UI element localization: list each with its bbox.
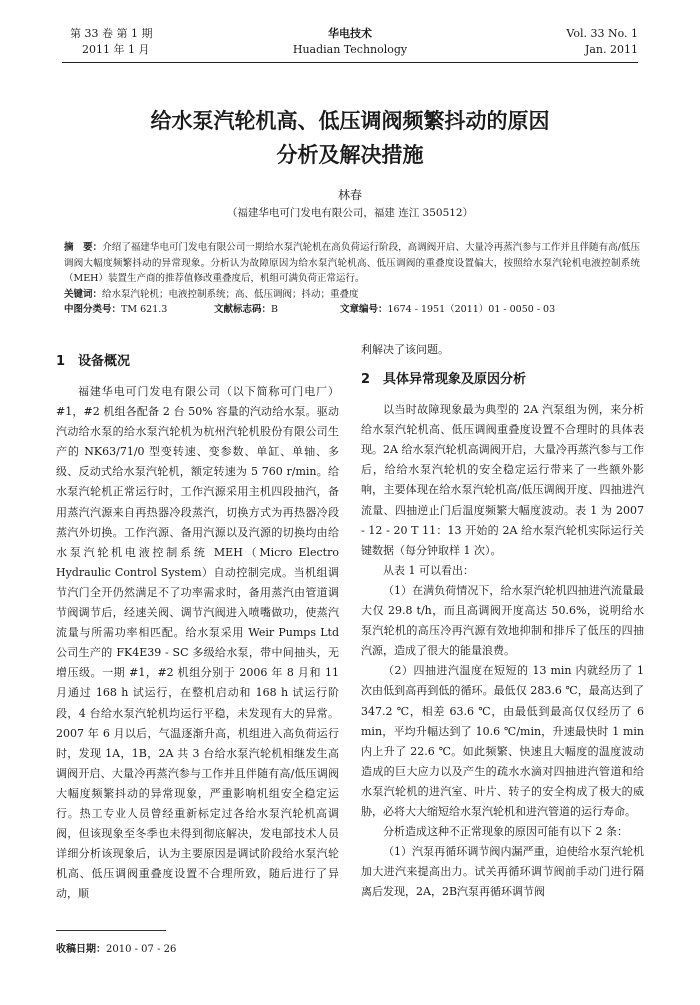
abstract [64,240,640,287]
received-date: 收稿日期：2010 - 07 - 26 [56,944,177,955]
issue-date-en: Jan. 2011 [584,43,638,56]
clc-number: 中图分类号：TM 621.3 [64,304,168,315]
section-2-paragraph-2: 从表 1 可以看出： [383,563,474,577]
issue-volume-cn: 第 33 卷 第 1 期 [70,27,153,40]
section-1-paragraph: 福建华电可门发电有限公司（以下简称可门电厂）#1，#2 机组各配备 2 台 50% 容量的汽动给水泵。驱动汽动给水泵的给水泵汽轮机为杭州汽轮机股份有限公司生产的 NK63/71/0 型变转速、变参数、单缸、单轴、多级、反动式给水泵汽轮机，额定转速为 5 760 r/min。给水泵汽轮机正常运行时，工作汽源采用主机四段抽汽，备用蒸汽汽源来自再热器冷段蒸汽，切换方式为再热器冷段蒸汽外切换。工作汽源、备用汽源以及汽源的切换均由给水泵汽轮机电液控制系统 MEH（Micro Electro Hydraulic Control System）自动控制完成。当机组调节汽门全开仍然满足不了功率需求时，备用蒸汽由管道调节阀调节后，经速关阀、调节汽阀进入喷嘴做功，使蒸汽流量与所需功率相匹配。给水泵采用 Weir Pumps Ltd 公司生产的 FK4E39 - SC 多级给水泵，带中间抽头，无增压级。一期 #1，#2 机组分别于 2006 年 8 月和 11 月通过 168 h 试运行，在整机启动和 168 h 试运行阶段，4 台给水泵汽轮机均运行平稳，未发现有大的异常。2007 年 6 月以后，气温逐渐升高，机组进入高负荷运行时，发现 1A，1B，2A 共 3 台给水泵汽轮机相继发生高调阀开启、大量冷再蒸汽参与工作并且伴随有高/低压调阀大幅度频繁抖动的异常现象，严重影响机组安全稳定运行。热工专业人员曾经重新标定过各给水泵汽轮机高调阀，但该现象至冬季也未得到彻底解决，发电部技术人员详细分析该现象后，认为主要原因是调试阶段给水泵汽轮机高、低压调阀重叠度设置不合理所致，随后进行了异动，顺 [56,385,339,901]
title-line-2: 分析及解决措施 [276,143,424,167]
author-affiliation: （福建华电可门发电有限公司，福建 连江 350512） [226,207,474,219]
section-2-paragraph-1: 以当时故障现象最为典型的 2A 汽泵组为例，来分析给水泵汽轮机高、低压调阀重叠度设置不合理时的具体表现。2A 给水泵汽轮机高调阀开启，大量冷再蒸汽参与工作后，给给水泵汽轮机的安全稳定运行带来了一些额外影响，主要体现在给水泵汽轮机高/低压调阀开度、四抽进汽流量、四抽逆止门后温度频繁大幅度波动。表 1 为 2007 - 12 - 20 T 11：13 开始的 2A 给水泵汽轮机实际运行关键数据（每分钟取样 1 次）。 [361,403,644,557]
document-code: 文献标志码：B [214,304,278,315]
keywords [64,287,640,303]
right-column [361,340,644,902]
classification-row [64,302,640,318]
header-rule [62,62,638,63]
title-line-1: 给水泵汽轮机高、低压调阀频繁抖动的原因 [150,109,550,133]
section-1-heading: 1 设备概况 [56,354,131,369]
keywords-text: 给水泵汽轮机；电液控制系统；高、低压调阀；抖动；重叠度 [102,288,359,300]
section-2-paragraph-3: （1）在满负荷情况下，给水泵汽轮机四抽进汽流量最大仅 29.8 t/h，而且高调阀开度高达 50.6%，说明给水泵汽轮机的高压冷再汽源有效地抑制和排斥了低压的四抽汽源，造成了很大的能量浪费。 [361,583,644,658]
section-2-heading: 2 具体异常现象及原因分析 [361,372,527,388]
author-name: 林春 [337,188,362,202]
abstract-text: 介绍了福建华电可门发电有限公司一期给水泵汽轮机在高负荷运行阶段，高调阀开启、大量冷再蒸汽参与工作并且伴随有高/低压调阀大幅度频繁抖动的异常现象。分析认为故障原因为给水泵汽轮机高、低压调阀的重叠度设置偏大，按照给水泵汽轮机电液控制系统（MEH）装置生产商的推荐值修改重叠度后，机组可满负荷正常运行。 [64,242,640,284]
article-number: 文章编号：1674 - 1951（2011）01 - 0050 - 03 [340,304,556,315]
section-2-paragraph-6: （1）汽泵再循环调节阀内漏严重，迫使给水泵汽轮机加大进汽来提高出力。试关再循环调节阀前手动门进行隔离后发现，2A，2B汽泵再循环调节阀 [361,845,644,899]
article-title [0,104,700,172]
abstract-label: 摘 要： [64,242,103,253]
header-right [566,26,638,58]
section-2-paragraph-4: （2）四抽进汽温度在短短的 13 min 内就经历了 1 次由低到高再到低的循环。最低仅 283.6 ℃，最高达到了 347.2 ℃，相差 63.6 ℃，由最低到最高仅仅经历了 6 min，平均升幅达到了 10.6 ℃/min，升速最快时 1 min 内上升了 22.6 ℃。如此频繁、快速且大幅度的温度波动造成的巨大应力以及产生的疏水水滴对四抽进汽管道和给水泵汽轮机的进汽室、叶片、转子的安全构成了极大的威胁，必将大大缩短给水泵汽轮机和进汽管道的运行寿命。 [361,664,644,818]
left-column [56,340,339,904]
journal-name-cn: 华电技术 [328,27,372,40]
continued-paragraph: 利解决了该问题。 [361,343,449,356]
keywords-label: 关键词： [64,288,103,300]
abstract-block [64,240,640,318]
issue-date-cn: 2011 年 1 月 [82,43,150,56]
journal-name-en: Huadian Technology [292,43,408,56]
footnote-rule [56,930,166,931]
section-2-paragraph-5: 分析造成这种不正常现象的原因可能有以下 2 条： [383,825,628,839]
issue-volume-en: Vol. 33 No. 1 [566,27,638,40]
